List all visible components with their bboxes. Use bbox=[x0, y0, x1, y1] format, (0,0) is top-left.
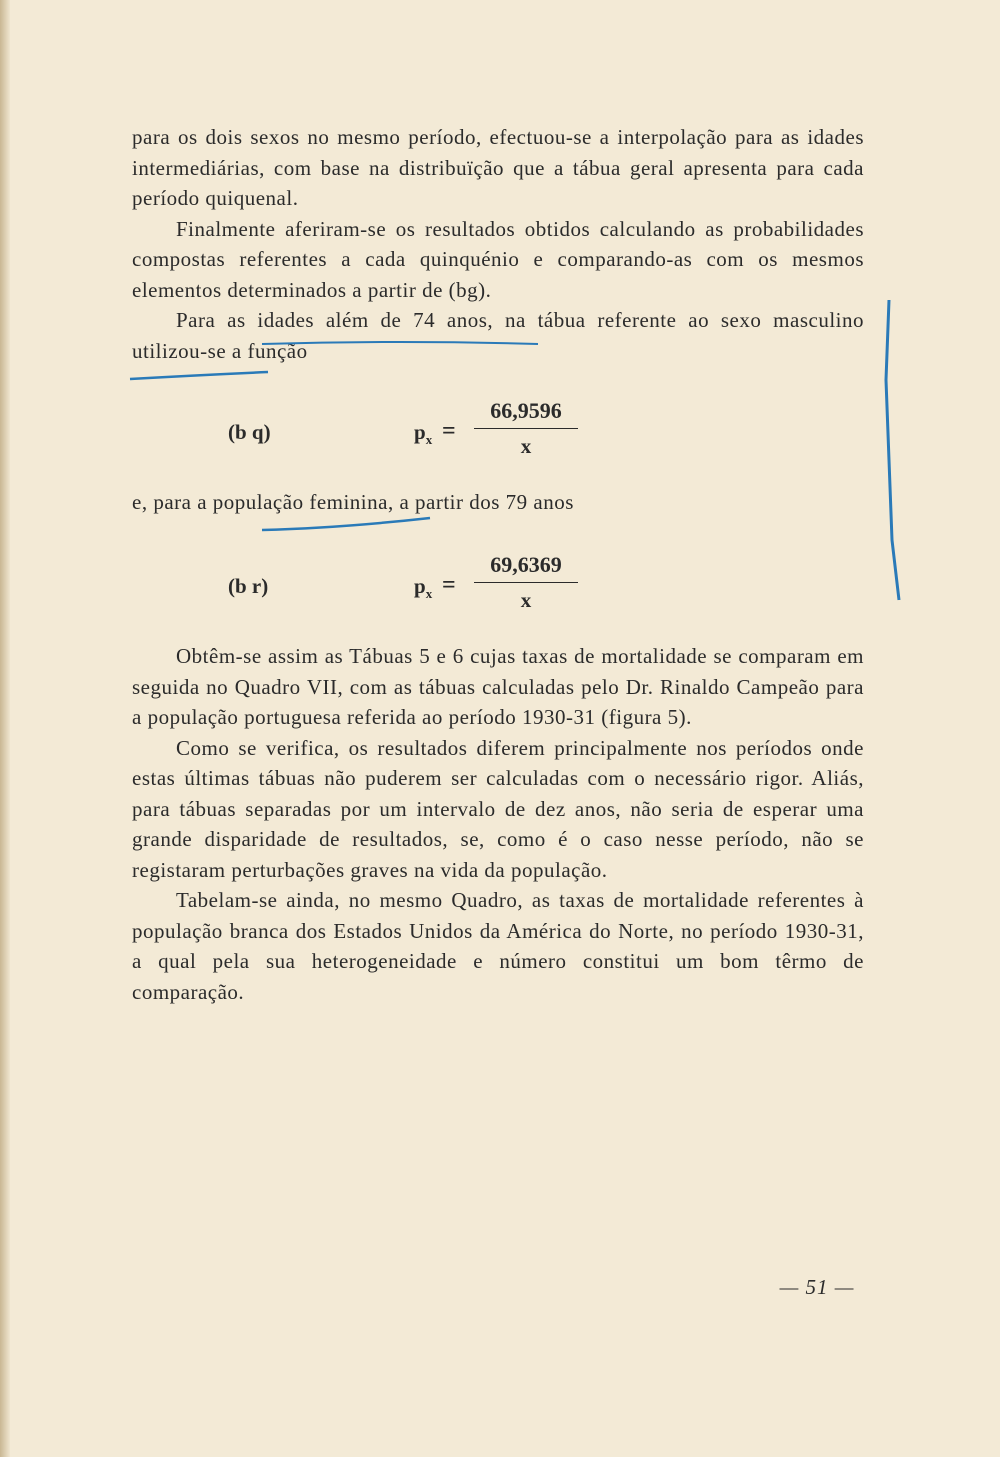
formula-denominator: x bbox=[520, 434, 532, 458]
formula-fraction bbox=[474, 550, 578, 615]
formula-numerator: 69,6369 bbox=[490, 552, 562, 577]
text-block-bottom bbox=[132, 641, 864, 1007]
formula-label: (b q) bbox=[228, 420, 271, 444]
text-block-top bbox=[132, 122, 864, 366]
page-edge-shadow bbox=[0, 0, 10, 1457]
paragraph-6: Como se verifica, os resultados diferem principalmente nos períodos onde estas últimas tábuas não puderem ser calculadas com o necessário rigor. Aliás, para tábuas separadas por um intervalo de dez anos, não seria de esperar uma grande disparidade de resultados, se, como é o caso nesse período, não se registaram perturbações graves na vida da população. bbox=[132, 735, 864, 882]
paragraph-3: Para as idades além de 74 anos, na tábua referente ao sexo masculino utilizou-se a função bbox=[132, 308, 864, 363]
formula-bq bbox=[228, 396, 648, 466]
fraction-bar bbox=[474, 582, 578, 583]
formula-equals: = bbox=[442, 572, 456, 598]
underline-feminina-mark bbox=[262, 518, 430, 530]
paragraph-1: para os dois sexos no mesmo período, efectuou-se a interpolação para as idades intermediárias, com base na distribuïção que a tábua geral apresenta para cada período quiquenal. bbox=[132, 125, 864, 210]
paragraph-7: Tabelam-se ainda, no mesmo Quadro, as taxas de mortalidade referentes à população branca dos Estados Unidos da América do Norte, no período 1930-31, a qual pela sua heterogeneidade e número constitui um bom têrmo de comparação. bbox=[132, 888, 864, 1004]
underline-masculino-mark bbox=[130, 372, 268, 379]
formula-br bbox=[228, 550, 648, 620]
paragraph-4: e, para a população feminina, a partir dos 79 anos bbox=[132, 490, 574, 514]
formula-numerator: 66,9596 bbox=[490, 398, 562, 423]
text-block-middle bbox=[132, 487, 864, 518]
formula-label: (b r) bbox=[228, 574, 269, 598]
formula-lhs: $p_x$ bbox=[414, 574, 433, 602]
page-number: — 51 — bbox=[779, 1275, 855, 1299]
formula-lhs: $p_x$ bbox=[414, 420, 433, 448]
formula-fraction bbox=[474, 396, 578, 461]
paragraph-5: Obtêm-se assim as Tábuas 5 e 6 cujas taxas de mortalidade se comparam em seguida no Quadro VII, com as tábuas calculadas pelo Dr. Rinaldo Campeão para a população portuguesa referida ao período 1930-31 (figura 5). bbox=[132, 644, 864, 729]
margin-line-mark bbox=[886, 300, 899, 600]
formula-denominator: x bbox=[520, 588, 532, 612]
formula-equals: = bbox=[442, 418, 456, 444]
fraction-bar bbox=[474, 428, 578, 429]
paragraph-2: Finalmente aferiram-se os resultados obtidos calculando as probabilidades compostas referentes a cada quinquénio e comparando-as com os mesmos elementos determinados a partir de (bg). bbox=[132, 216, 864, 302]
